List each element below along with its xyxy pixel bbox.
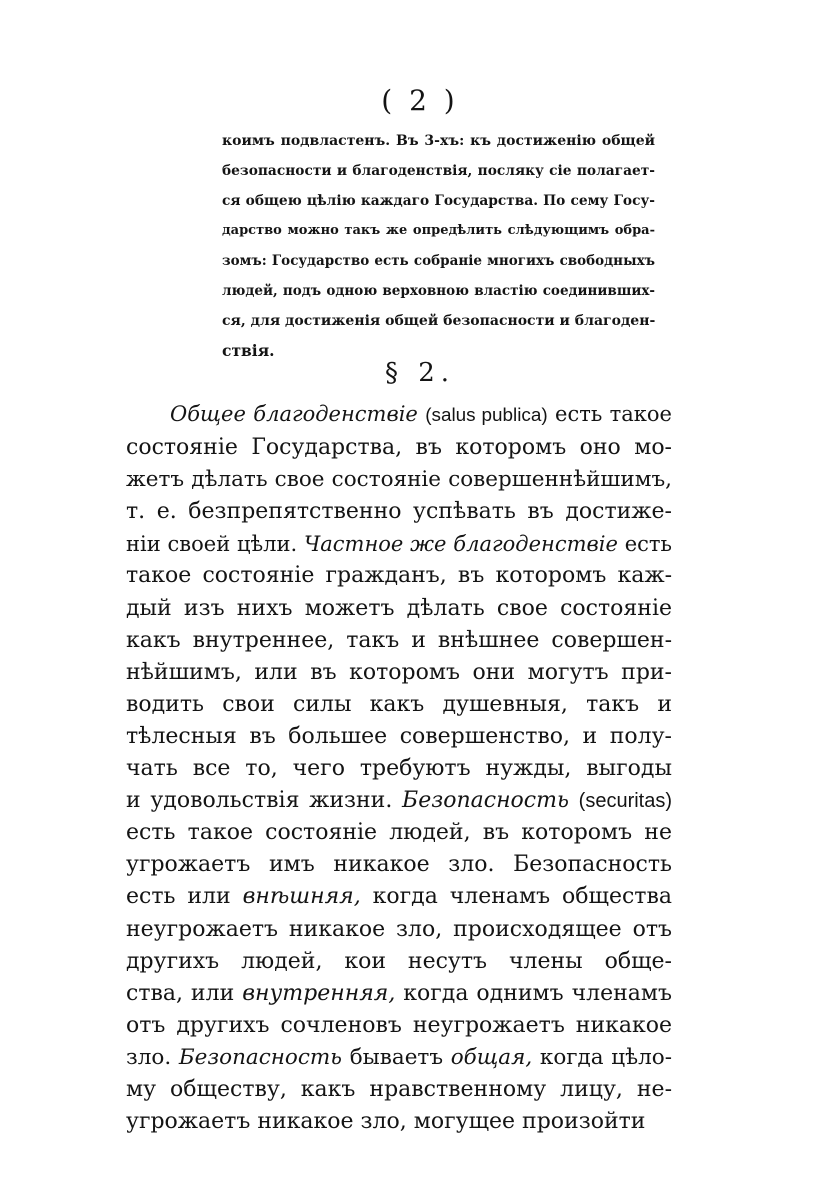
text-line: другихъ людей, кои несутъ члены обще- — [126, 948, 672, 974]
latin-term: (securitas) — [578, 790, 673, 813]
text-fragment: и удовольствія жизни. — [126, 788, 393, 814]
text-line: чать все то, чего требуютъ нужды, выгоды — [126, 756, 672, 782]
term-italic: внѣшняя, — [242, 884, 361, 910]
text-line: коимъ подвластенъ. Въ 3-хъ: къ достиженію общей — [222, 133, 655, 149]
text-line: состояніе Государства, въ которомъ оно мо- — [126, 435, 672, 461]
text-line: угрожаетъ имъ никакое зло. Безопасность — [126, 852, 672, 878]
text-line: ся, для достиженія общей безопасности и благоден- — [222, 313, 656, 329]
page-number: ( 2 ) — [381, 84, 459, 117]
text-line — [126, 398, 672, 432]
text-line: ся общею цѣлію каждаго Государства. По сему Госу- — [222, 193, 655, 209]
term-italic: внутренняя, — [242, 980, 396, 1006]
text-fragment: ніи своей цѣли. — [126, 532, 298, 557]
text-fragment: бываетъ — [349, 1044, 443, 1070]
text-line: нѣйшимъ, или въ которомъ они могутъ при- — [126, 659, 672, 685]
text-line: неугрожаетъ никакое зло, происходящее отъ — [126, 916, 672, 942]
term-italic: общая, — [450, 1044, 533, 1070]
text-fragment: ства, или — [126, 980, 235, 1006]
text-line: ствія. — [222, 341, 275, 360]
text-line: такое состояніе гражданъ, въ которомъ каж- — [126, 563, 672, 589]
text-line: людей, подъ одною верховною властію соединивших- — [222, 283, 655, 299]
footnote-paragraph — [222, 126, 655, 366]
text-fragment: когда цѣло- — [539, 1044, 672, 1070]
text-fragment: зло. — [126, 1044, 172, 1070]
text-line: дарство можно такъ же опредѣлить слѣдующимъ обра- — [222, 223, 655, 238]
text-line — [126, 1042, 672, 1074]
text-line: му обществу, какъ нравственному лицу, не- — [126, 1076, 672, 1102]
term-italic: Безопасность — [402, 788, 569, 814]
term-italic: Безопасность — [178, 1044, 343, 1070]
text-line: есть такое состояніе людей, въ которомъ не — [126, 820, 672, 846]
text-line — [126, 978, 672, 1010]
text-line: тѣлесныя въ большее совершенство, и полу- — [126, 723, 672, 749]
text-line: жетъ дѣлать свое состояніе совершеннѣйшимъ, — [126, 467, 672, 493]
text-fragment: есть или — [126, 884, 231, 910]
term-italic: Частное же благоденствіе — [304, 532, 618, 557]
text-line: зомъ: Государство есть собраніе многихъ свободныхъ — [222, 253, 655, 269]
main-paragraph — [126, 398, 672, 1138]
latin-term: (salus publica) — [425, 405, 548, 426]
text-fragment: когда членамъ общества — [372, 884, 672, 910]
text-line: дый изъ нихъ можетъ дѣлать свое состояніе — [126, 595, 672, 621]
text-line: угрожаетъ никакое зло, могущее произойти — [126, 1109, 646, 1135]
section-heading: § 2. — [384, 358, 456, 388]
text-line — [126, 528, 672, 560]
text-line: отъ другихъ сочленовъ неугрожаетъ никакое — [126, 1012, 672, 1038]
term-italic: Общее благоденствіе — [170, 402, 418, 426]
text-line: т. е. безпрепятственно успѣвать въ достиже- — [126, 499, 672, 525]
text-fragment: есть такое — [555, 402, 672, 426]
text-line — [126, 785, 672, 817]
text-line: безопасности и благоденствія, посляку сіе полагает- — [222, 163, 655, 179]
text-line: какъ внутреннее, такъ и внѣшнее совершен- — [126, 627, 672, 653]
text-fragment: есть — [624, 532, 672, 557]
text-line: водить свои силы какъ душевныя, такъ и — [126, 691, 672, 717]
text-line — [126, 881, 672, 913]
text-fragment: когда однимъ членамъ — [403, 980, 673, 1006]
